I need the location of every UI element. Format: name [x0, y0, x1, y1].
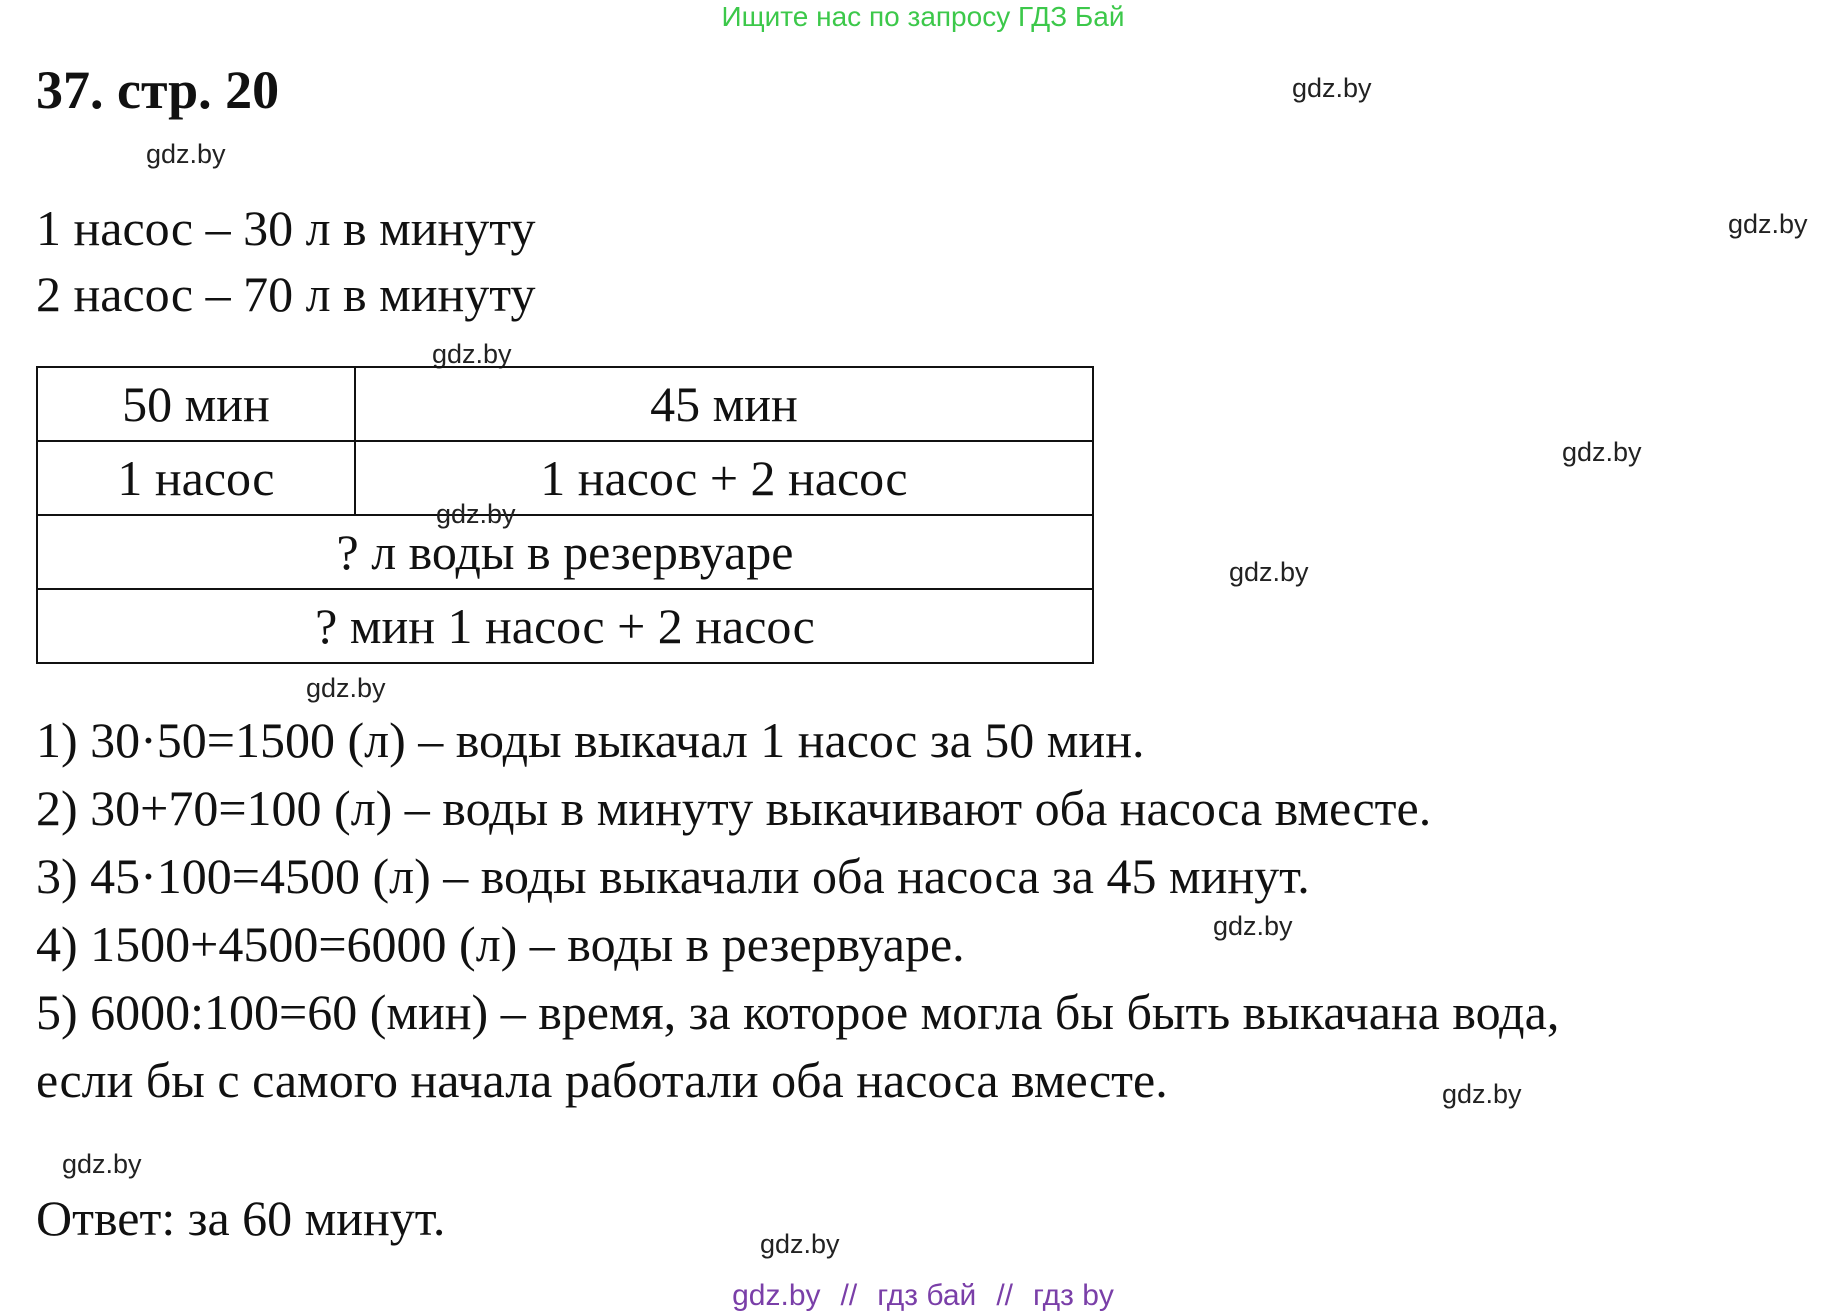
- watermark: gdz.by: [760, 1229, 840, 1259]
- table-row: [37, 441, 1093, 515]
- condition-table: [36, 366, 1094, 664]
- footer-link-gdz-bai[interactable]: гдз бай: [877, 1279, 977, 1312]
- solution-step: 5) 6000:100=60 (мин) – время, за которое могла бы быть выкачана вода,: [36, 984, 1560, 1040]
- search-banner: Ищите нас по запросу ГДЗ Бай: [721, 1, 1125, 32]
- table-row: [37, 367, 1093, 441]
- footer-links: [0, 1278, 1846, 1314]
- watermark: gdz.by: [436, 499, 516, 529]
- watermark: gdz.by: [1562, 437, 1642, 467]
- table-cell: 50 мин: [37, 367, 355, 441]
- given-line: 1 насос – 30 л в минуту: [36, 200, 536, 256]
- watermark: gdz.by: [1229, 557, 1309, 587]
- footer-link-gdz-by[interactable]: gdz.by: [732, 1279, 821, 1312]
- watermark: gdz.by: [62, 1149, 142, 1179]
- answer-line: Ответ: за 60 минут.: [36, 1190, 446, 1246]
- watermark: gdz.by: [1213, 911, 1293, 941]
- solution-step: 3) 45·100=4500 (л) – воды выкачали оба насоса за 45 минут.: [36, 848, 1310, 904]
- watermark: gdz.by: [146, 139, 226, 169]
- table-cell: 45 мин: [355, 367, 1093, 441]
- table-cell: 1 насос + 2 насос: [355, 441, 1093, 515]
- watermark: gdz.by: [1442, 1079, 1522, 1109]
- solution-step: 1) 30·50=1500 (л) – воды выкачал 1 насос за 50 мин.: [36, 712, 1145, 768]
- solution-step: если бы с самого начала работали оба насоса вместе.: [36, 1052, 1168, 1108]
- table-row: [37, 589, 1093, 663]
- watermark: gdz.by: [1292, 73, 1372, 103]
- given-line: 2 насос – 70 л в минуту: [36, 266, 536, 322]
- watermark: gdz.by: [432, 339, 512, 369]
- footer-separator: //: [996, 1279, 1013, 1312]
- solution-step: 4) 1500+4500=6000 (л) – воды в резервуаре.: [36, 916, 965, 972]
- table-row: [37, 515, 1093, 589]
- table-cell: ? л воды в резервуаре: [37, 515, 1093, 589]
- footer-link-gdz-by-cyr[interactable]: гдз by: [1033, 1279, 1114, 1312]
- table-cell: 1 насос: [37, 441, 355, 515]
- solution-step: 2) 30+70=100 (л) – воды в минуту выкачивают оба насоса вместе.: [36, 780, 1432, 836]
- watermark: gdz.by: [1728, 209, 1808, 239]
- footer-separator: //: [840, 1279, 858, 1312]
- watermark: gdz.by: [306, 673, 386, 703]
- table-cell: ? мин 1 насос + 2 насос: [37, 589, 1093, 663]
- task-title: 37. стр. 20: [36, 60, 280, 120]
